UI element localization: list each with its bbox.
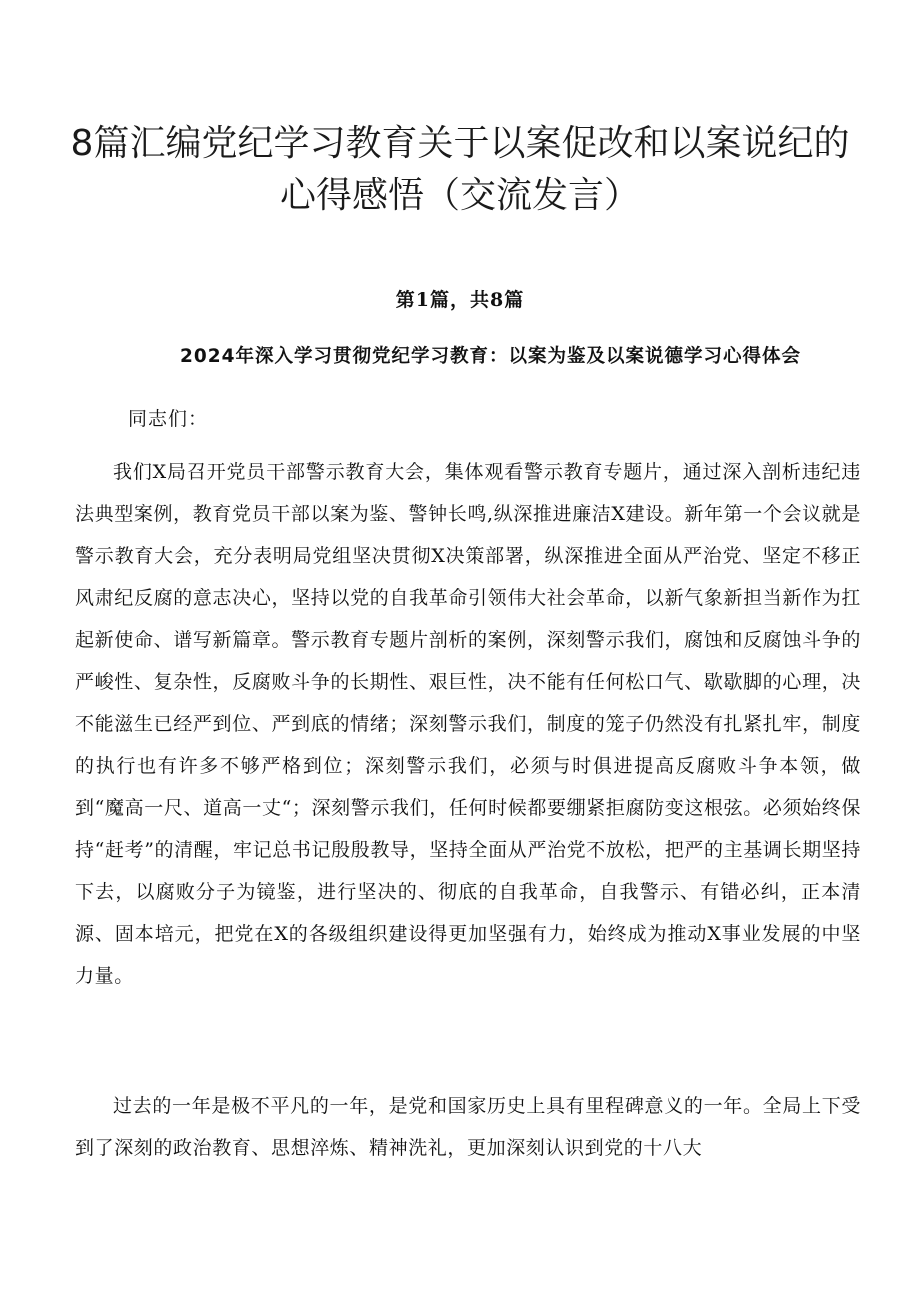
title-line-2: 心得感悟（交流发言）	[279, 175, 640, 216]
salutation: 同志们：	[128, 408, 209, 430]
title-line-1: 8篇汇编党纪学习教育关于以案促改和以案说纪的	[70, 123, 850, 164]
part-label: 第1篇，共8篇	[395, 289, 525, 311]
body-paragraph: 过去的一年是极不平凡的一年，是党和国家历史上具有里程碑意义的一年。全局上下受到了深刻的政治教育、思想淬炼、精神洗礼，更加深刻认识到党的十八大	[75, 1095, 861, 1159]
article-subtitle: 2024年深入学习贯彻党纪学习教育：以案为鉴及以案说德学习心得体会	[180, 346, 801, 367]
body-paragraph: 我们X局召开党员干部警示教育大会，集体观看警示教育专题片，通过深入剖析违纪违法典型案例，教育党员干部以案为鉴、警钟长鸣,纵深推进廉洁X建设。新年第一个会议就是警示教育大会，充分表明局党组坚决贯彻X决策部署，纵深推进全面从严治党、坚定不移正风肃纪反腐的意志决心，坚持以党的自我革命引领伟大社会革命，以新气象新担当新作为扛起新使命、谱写新篇章。警示教育专题片剖析的案例，深刻警示我们，腐蚀和反腐蚀斗争的严峻性、复杂性，反腐败斗争的长期性、艰巨性，决不能有任何松口气、歇歇脚的心理，决不能滋生已经严到位、严到底的情绪；深刻警示我们，制度的笼子仍然没有扎紧扎牢，制度的执行也有许多不够严格到位；深刻警示我们，必须与时俱进提高反腐败斗争本领，做到“魔高一尺、道高一丈“；深刻警示我们，任何时候都要绷紧拒腐防变这根弦。必须始终保持“赶考”的清醒，牢记总书记殷殷教导，坚持全面从严治党不放松，把严的主基调长期坚持下去，以腐败分子为镜鉴，进行坚决的、彻底的自我革命，自我警示、有错必纠，正本清源、固本培元，把党在X的各级组织建设得更加坚强有力，始终成为推动X事业发展的中坚力量。	[75, 461, 861, 987]
document-title	[60, 118, 860, 222]
